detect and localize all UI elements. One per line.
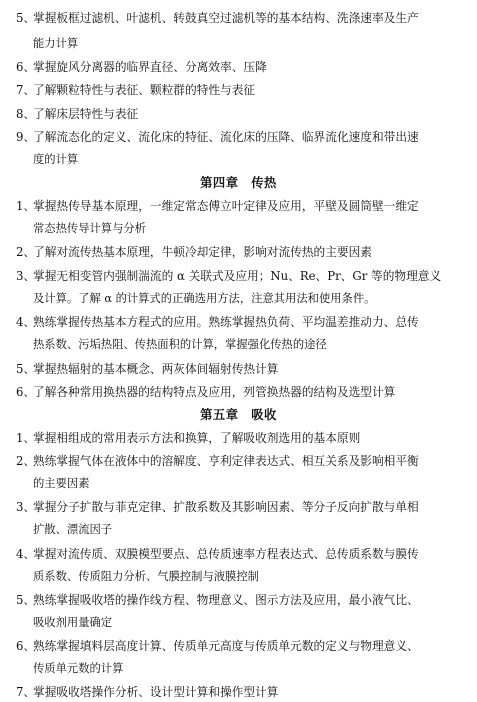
item-text: 常态热传导计算与分析 bbox=[33, 222, 146, 235]
list-item bbox=[0, 382, 477, 402]
item-text: 了解床层特性与表征 bbox=[33, 107, 139, 121]
list-item-continuation bbox=[0, 34, 477, 54]
item-number: 9、 bbox=[16, 130, 36, 144]
list-item bbox=[0, 80, 477, 100]
item-number: 3、 bbox=[16, 269, 36, 283]
list-item-continuation bbox=[0, 150, 477, 170]
heading-text: 第五章 吸收 bbox=[200, 408, 277, 422]
list-item-continuation bbox=[0, 474, 477, 494]
list-item bbox=[0, 451, 477, 471]
list-item bbox=[0, 590, 477, 610]
item-text: 掌握板框过滤机、叶滤机、转鼓真空过滤机等的基本结构、洗涤速率及生产 bbox=[33, 11, 419, 25]
item-number: 3、 bbox=[16, 500, 36, 514]
item-text: 能力计算 bbox=[33, 37, 79, 50]
item-number: 2、 bbox=[16, 245, 36, 259]
item-text: 熟练掌握填料层高度计算、传质单元高度与传质单元数的定义与物理意义、 bbox=[33, 639, 419, 653]
list-item bbox=[0, 544, 477, 564]
list-item-continuation bbox=[0, 219, 477, 239]
list-item bbox=[0, 242, 477, 262]
list-item bbox=[0, 682, 477, 702]
list-item bbox=[0, 127, 477, 147]
item-text: 掌握分子扩散与菲克定律、扩散系数及其影响因素、等分子反向扩散与单相 bbox=[33, 500, 419, 514]
item-number: 6、 bbox=[16, 639, 36, 653]
list-item bbox=[0, 104, 477, 124]
list-item-continuation bbox=[0, 520, 477, 540]
list-item-continuation bbox=[0, 613, 477, 633]
item-number: 2、 bbox=[16, 454, 36, 468]
item-text: 掌握旋风分离器的临界直径、分离效率、压降 bbox=[33, 60, 267, 74]
item-text: 掌握热传导基本原理，一维定常态傅立叶定律及应用，平壁及圆筒壁一维定 bbox=[33, 199, 419, 213]
item-text: 及计算。了解 α 的计算式的正确选用方法，注意其用法和使用条件。 bbox=[33, 292, 376, 305]
item-text: 的主要因素 bbox=[33, 477, 90, 490]
item-number: 6、 bbox=[16, 60, 36, 74]
item-text: 掌握无相变管内强制湍流的 α 关联式及应用；Nu、Re、Pr、Gr 等的物理意义 bbox=[33, 269, 442, 283]
item-text: 熟练掌握气体在液体中的溶解度、亨利定律表达式、相互关系及影响相平衡 bbox=[33, 454, 419, 468]
item-number: 5、 bbox=[16, 362, 36, 376]
item-number: 5、 bbox=[16, 11, 36, 25]
item-text: 扩散、漂流因子 bbox=[33, 523, 113, 536]
item-text: 了解流态化的定义、流化床的特征、流化床的压降、临界流化速度和带出速 bbox=[33, 130, 419, 144]
item-text: 掌握吸收塔操作分析、设计型计算和操作型计算 bbox=[33, 685, 279, 699]
heading-text: 第四章 传热 bbox=[200, 176, 277, 190]
item-text: 度的计算 bbox=[33, 153, 79, 166]
list-item bbox=[0, 428, 477, 448]
list-item bbox=[0, 312, 477, 332]
list-item bbox=[0, 196, 477, 216]
chapter-heading bbox=[0, 405, 477, 425]
item-number: 6、 bbox=[16, 385, 36, 399]
item-number: 4、 bbox=[16, 315, 36, 329]
item-text: 吸收剂用量确定 bbox=[33, 616, 113, 629]
item-text: 熟练掌握吸收塔的操作线方程、物理意义、图示方法及应用，最小液气比、 bbox=[33, 593, 419, 607]
list-item bbox=[0, 359, 477, 379]
list-item bbox=[0, 266, 477, 286]
item-text: 热系数、污垢热阻、传热面积的计算，掌握强化传热的途径 bbox=[33, 338, 327, 351]
item-text: 质系数、传质阻力分析、气膜控制与液膜控制 bbox=[33, 570, 259, 583]
list-item bbox=[0, 8, 477, 28]
item-number: 1、 bbox=[16, 199, 36, 213]
item-text: 了解各种常用换热器的结构特点及应用，列管换热器的结构及选型计算 bbox=[33, 385, 396, 399]
list-item bbox=[0, 497, 477, 517]
item-number: 5、 bbox=[16, 593, 36, 607]
list-item-continuation bbox=[0, 289, 477, 309]
item-number: 1、 bbox=[16, 431, 36, 445]
list-item-continuation bbox=[0, 567, 477, 587]
item-number: 7、 bbox=[16, 83, 36, 97]
item-text: 了解对流传热基本原理，牛顿冷却定律，影响对流传热的主要因素 bbox=[33, 245, 372, 259]
item-text: 了解颗粒特性与表征、颗粒群的特性与表征 bbox=[33, 83, 256, 97]
item-number: 8、 bbox=[16, 107, 36, 121]
item-text: 传质单元数的计算 bbox=[33, 662, 124, 675]
chapter-heading bbox=[0, 173, 477, 193]
list-item bbox=[0, 57, 477, 77]
list-item-continuation bbox=[0, 335, 477, 355]
item-number: 7、 bbox=[16, 685, 36, 699]
item-text: 掌握热辐射的基本概念、两灰体间辐射传热计算 bbox=[33, 362, 279, 376]
item-text: 掌握相组成的常用表示方法和换算，了解吸收剂选用的基本原则 bbox=[33, 431, 361, 445]
item-number: 4、 bbox=[16, 547, 36, 561]
item-text: 熟练掌握传热基本方程式的应用。熟练掌握热负荷、平均温差推动力、总传 bbox=[33, 315, 419, 329]
list-item bbox=[0, 636, 477, 656]
item-text: 掌握对流传质、双膜模型要点、总传质速率方程表达式、总传质系数与膜传 bbox=[33, 547, 419, 561]
list-item-continuation bbox=[0, 659, 477, 679]
